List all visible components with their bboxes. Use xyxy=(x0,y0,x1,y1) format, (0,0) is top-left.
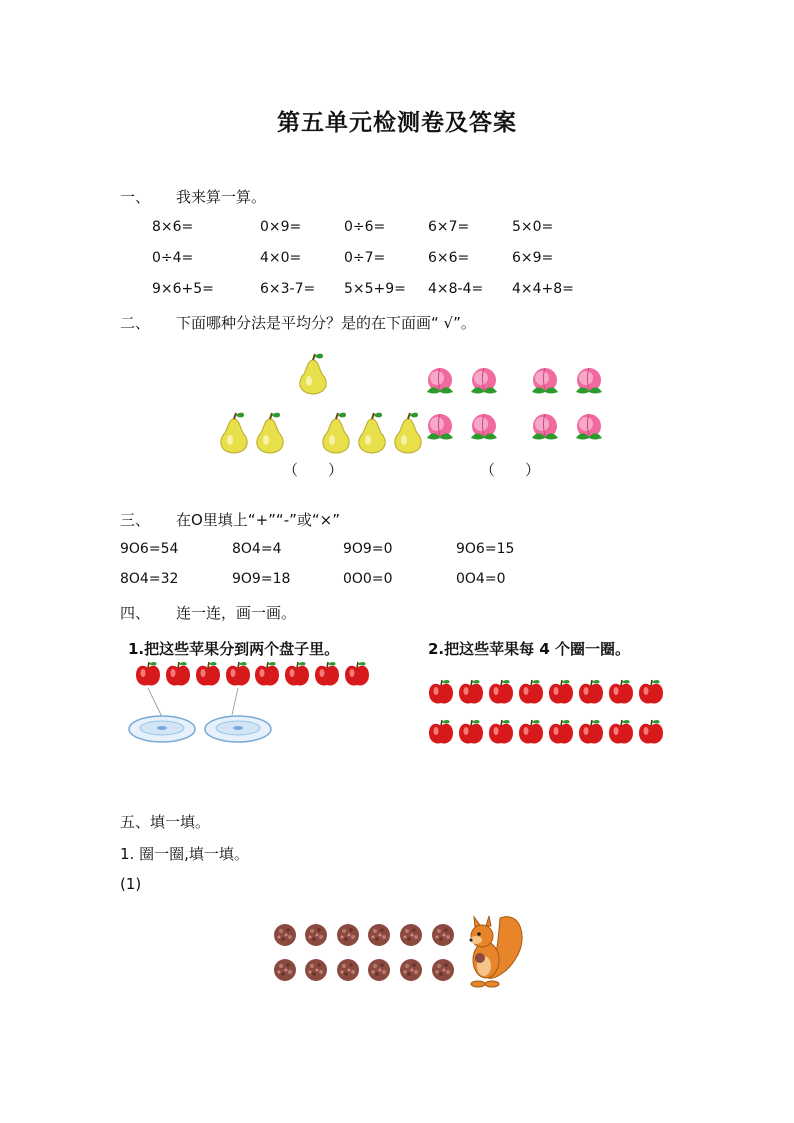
calc-row-1 xyxy=(0,219,794,239)
apple-icon xyxy=(579,720,603,744)
nut-icon xyxy=(305,924,327,946)
calc-item: 6×9= xyxy=(512,250,554,266)
apple-icon xyxy=(489,720,513,744)
section-heading: 我来算一算。 xyxy=(176,188,267,206)
calc-item: 6×3-7= xyxy=(260,281,316,297)
sub-item-1-label: (1) xyxy=(120,875,142,893)
apple-icon xyxy=(196,662,220,686)
pear-icon xyxy=(221,413,247,453)
apple-icon xyxy=(226,662,250,686)
apple-icon xyxy=(459,680,483,704)
nut-icon xyxy=(400,924,422,946)
peach-icon xyxy=(471,414,497,440)
fill-item: 9O9=18 xyxy=(232,571,291,587)
nut-icon xyxy=(274,959,296,981)
section-number: 二、 xyxy=(120,314,151,332)
calc-item: 5×5+9= xyxy=(344,281,406,297)
nuts-squirrel-illustration xyxy=(0,910,794,990)
section-number: 三、 xyxy=(120,511,151,529)
answer-bracket-left[interactable]: （ ） xyxy=(283,461,344,479)
fill-row-1 xyxy=(0,541,794,561)
peach-icon xyxy=(576,368,602,394)
apple-icon xyxy=(459,720,483,744)
calc-item: 0÷6= xyxy=(344,219,386,235)
apple-icon xyxy=(639,720,663,744)
calc-item: 8×6= xyxy=(152,219,194,235)
calc-row-2 xyxy=(0,250,794,270)
fill-item: 9O6=54 xyxy=(120,541,179,557)
calc-item: 6×7= xyxy=(428,219,470,235)
apples-plates-illustration xyxy=(0,655,794,755)
task-1-label: 1.把这些苹果分到两个盘子里。 xyxy=(128,640,340,658)
peach-icon xyxy=(532,414,558,440)
plate-icon xyxy=(129,716,195,742)
fill-item: 8O4=4 xyxy=(232,541,282,557)
connector-line[interactable] xyxy=(232,688,238,715)
apple-icon xyxy=(345,662,369,686)
task-2-label: 2.把这些苹果每 4 个圈一圈。 xyxy=(428,640,631,658)
apple-icon xyxy=(519,720,543,744)
apple-icon xyxy=(136,662,160,686)
apple-icon xyxy=(489,680,513,704)
peach-icon xyxy=(471,368,497,394)
apple-icon xyxy=(609,680,633,704)
nut-icon xyxy=(368,959,390,981)
calc-item: 6×6= xyxy=(428,250,470,266)
apple-icon xyxy=(285,662,309,686)
apple-icon xyxy=(609,720,633,744)
nut-icon xyxy=(432,959,454,981)
calc-row-3 xyxy=(0,281,794,301)
apple-icon xyxy=(315,662,339,686)
section-5-header: 五、填一填。 xyxy=(120,813,211,831)
fill-item: 9O6=15 xyxy=(456,541,515,557)
section-1-header xyxy=(120,186,266,207)
plate-icon xyxy=(205,716,271,742)
nut-icon xyxy=(274,924,296,946)
calc-item: 0÷4= xyxy=(152,250,194,266)
peach-icon xyxy=(427,368,453,394)
fill-item: 9O9=0 xyxy=(343,541,393,557)
section-3-header xyxy=(120,509,340,530)
pear-icon xyxy=(300,354,326,394)
section-heading: 连一连，画一画。 xyxy=(176,604,297,622)
apple-icon xyxy=(579,680,603,704)
pear-icon xyxy=(257,413,283,453)
apple-icon xyxy=(429,720,453,744)
nut-icon xyxy=(337,924,359,946)
calc-item: 4×8-4= xyxy=(428,281,484,297)
calc-item: 4×0= xyxy=(260,250,302,266)
section-2-header xyxy=(120,312,476,333)
section-heading: 在O里填上“+”“-”或“×” xyxy=(176,511,340,529)
calc-item: 9×6+5= xyxy=(152,281,214,297)
apple-icon xyxy=(639,680,663,704)
section-4-header xyxy=(120,602,296,623)
calc-item: 0×9= xyxy=(260,219,302,235)
nut-icon xyxy=(432,924,454,946)
section-heading: 下面哪种分法是平均分？是的在下面画“ √”。 xyxy=(176,314,476,332)
apple-icon xyxy=(255,662,279,686)
pear-icon xyxy=(395,413,421,453)
nut-icon xyxy=(400,959,422,981)
item-1-label: 1. 圈一圈,填一填。 xyxy=(120,845,249,863)
page-title: 第五单元检测卷及答案 xyxy=(277,110,517,136)
answer-bracket-right[interactable]: （ ） xyxy=(480,461,541,479)
nut-icon xyxy=(368,924,390,946)
apple-icon xyxy=(549,680,573,704)
section-number: 四、 xyxy=(120,604,151,622)
fruit-illustration xyxy=(0,340,794,460)
apple-icon xyxy=(166,662,190,686)
squirrel-icon xyxy=(470,916,523,987)
peach-icon xyxy=(427,414,453,440)
calc-item: 5×0= xyxy=(512,219,554,235)
apple-icon xyxy=(519,680,543,704)
section-number: 一、 xyxy=(120,188,151,206)
pear-icon xyxy=(323,413,349,453)
calc-item: 4×4+8= xyxy=(512,281,574,297)
fill-item: 0O4=0 xyxy=(456,571,506,587)
apple-icon xyxy=(429,680,453,704)
nut-icon xyxy=(305,959,327,981)
connector-line[interactable] xyxy=(148,688,162,717)
calc-item: 0÷7= xyxy=(344,250,386,266)
nut-icon xyxy=(337,959,359,981)
apple-icon xyxy=(549,720,573,744)
peach-icon xyxy=(576,414,602,440)
fill-row-2 xyxy=(0,571,794,591)
peach-icon xyxy=(532,368,558,394)
fill-item: 0O0=0 xyxy=(343,571,393,587)
fill-item: 8O4=32 xyxy=(120,571,179,587)
pear-icon xyxy=(359,413,385,453)
